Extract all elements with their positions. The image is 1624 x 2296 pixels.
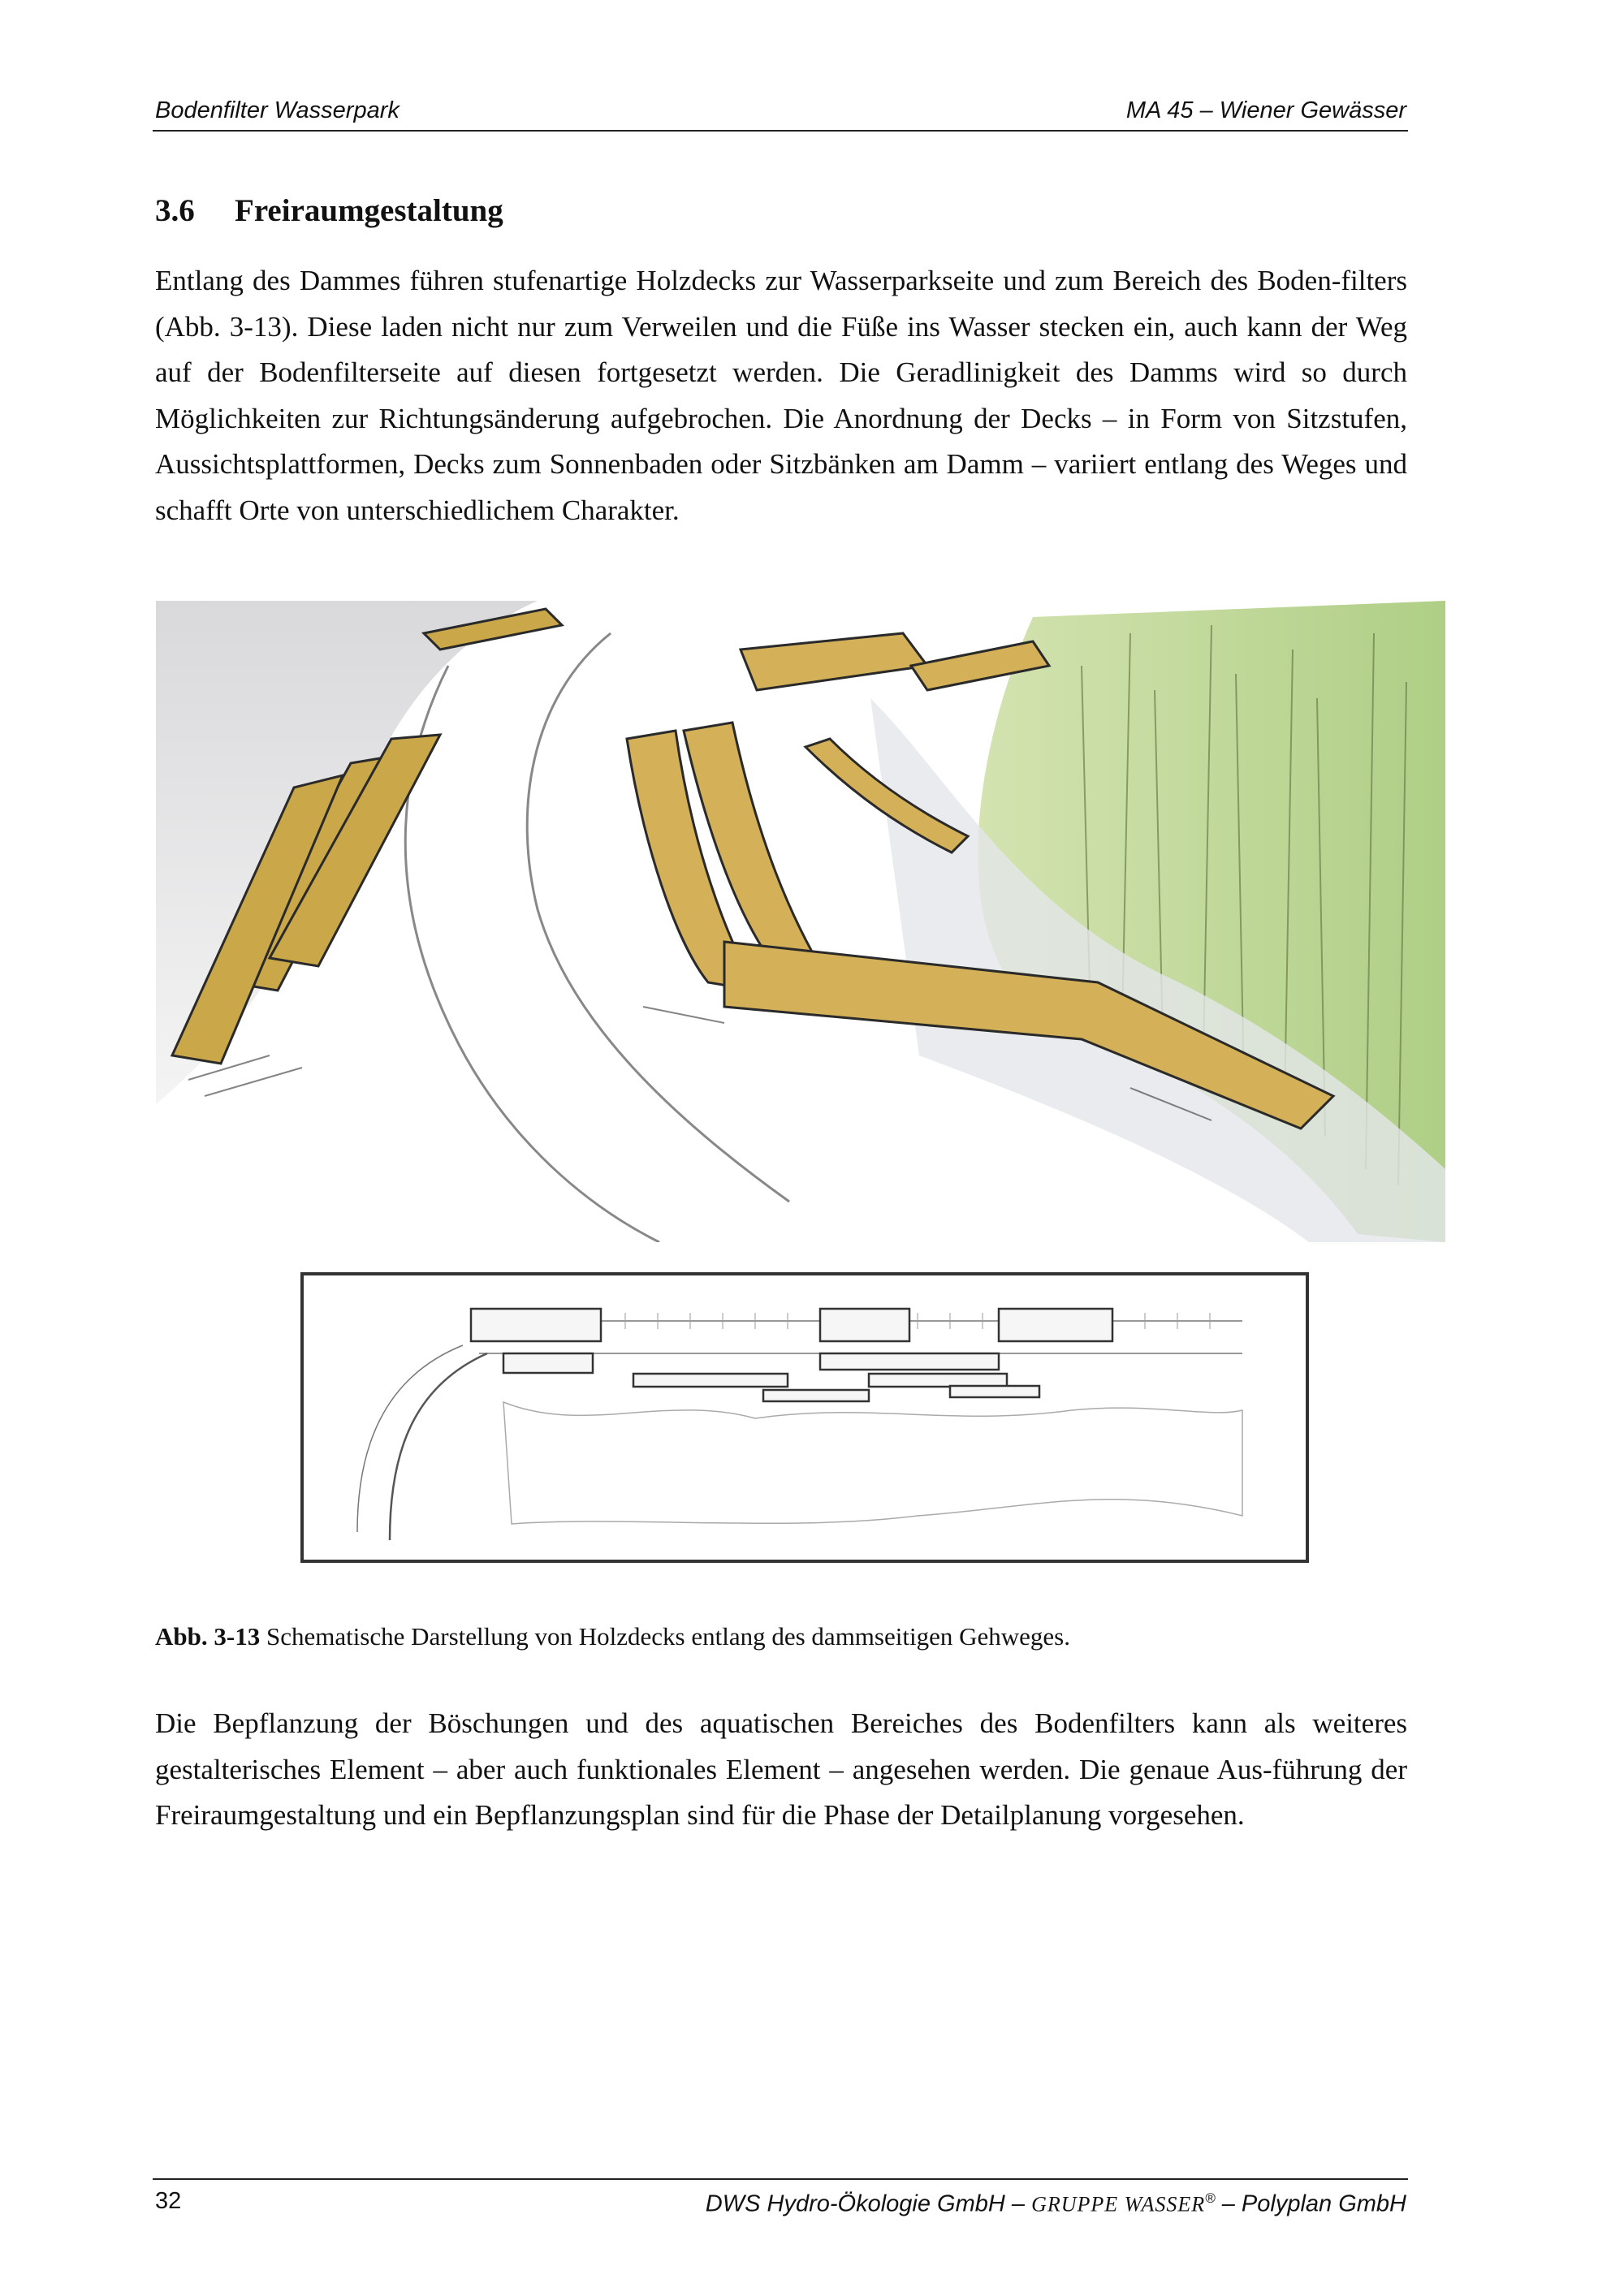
body-paragraph-2: Die Bepflanzung der Böschungen und des aquatischen Bereiches des Bodenfilters kann als weiteres gestalterisches Element – aber auch funktionales Element – angesehen werden. Die genaue Aus-führung der Freiraumgestaltung und ein Bepflanzungsplan sind für die Phase der Detailplanung vorgesehen. — [155, 1707, 1407, 1831]
figure-caption-text: Schematische Darstellung von Holzdecks entlang des dammseitigen Gehweges. — [260, 1622, 1070, 1651]
registered-mark: ® — [1205, 2190, 1216, 2206]
footer-company-b: GRUPPE WASSER — [1031, 2192, 1206, 2216]
section-number: 3.6 — [155, 193, 195, 228]
header-rule — [153, 130, 1408, 132]
figure-label: Abb. 3-13 — [155, 1622, 261, 1651]
footer-companies — [706, 2184, 1406, 2220]
figure-caption — [155, 1621, 1070, 1653]
running-header-right: MA 45 – Wiener Gewässer — [1125, 97, 1406, 123]
running-header-left: Bodenfilter Wasserpark — [155, 97, 400, 123]
plan-drawing-image — [300, 1272, 1309, 1563]
body-paragraph-1: Entlang des Dammes führen stufenartige Holzdecks zur Wasserparkseite und zum Bereich des Boden-filters (Abb. 3-13). Diese laden nicht nur zum Verweilen und die Füße ins Wasser stecken ein, auch kann der Weg auf der Bodenfilterseite auf diesen fortgesetzt werden. Die Geradlinigkeit des Damms wird so durch Möglichkeiten zur Richtungsänderung aufgebrochen. Die Anordnung der Decks – in Form von Sitzstufen, Aussichtsplattformen, Decks zum Sonnenbaden oder Sitzbänken am Damm – variiert entlang des Weges und schafft Orte von unterschiedlichem Charakter. — [155, 265, 1407, 526]
footer-company-c: – Polyplan GmbH — [1215, 2190, 1406, 2217]
perspective-sketch-image — [156, 601, 1445, 1242]
footer-rule — [153, 2178, 1408, 2180]
section-heading — [155, 192, 503, 231]
page-number: 32 — [155, 2188, 182, 2214]
section-title: Freiraumgestaltung — [235, 193, 503, 228]
footer-company-a: DWS Hydro-Ökologie GmbH – — [705, 2190, 1032, 2217]
